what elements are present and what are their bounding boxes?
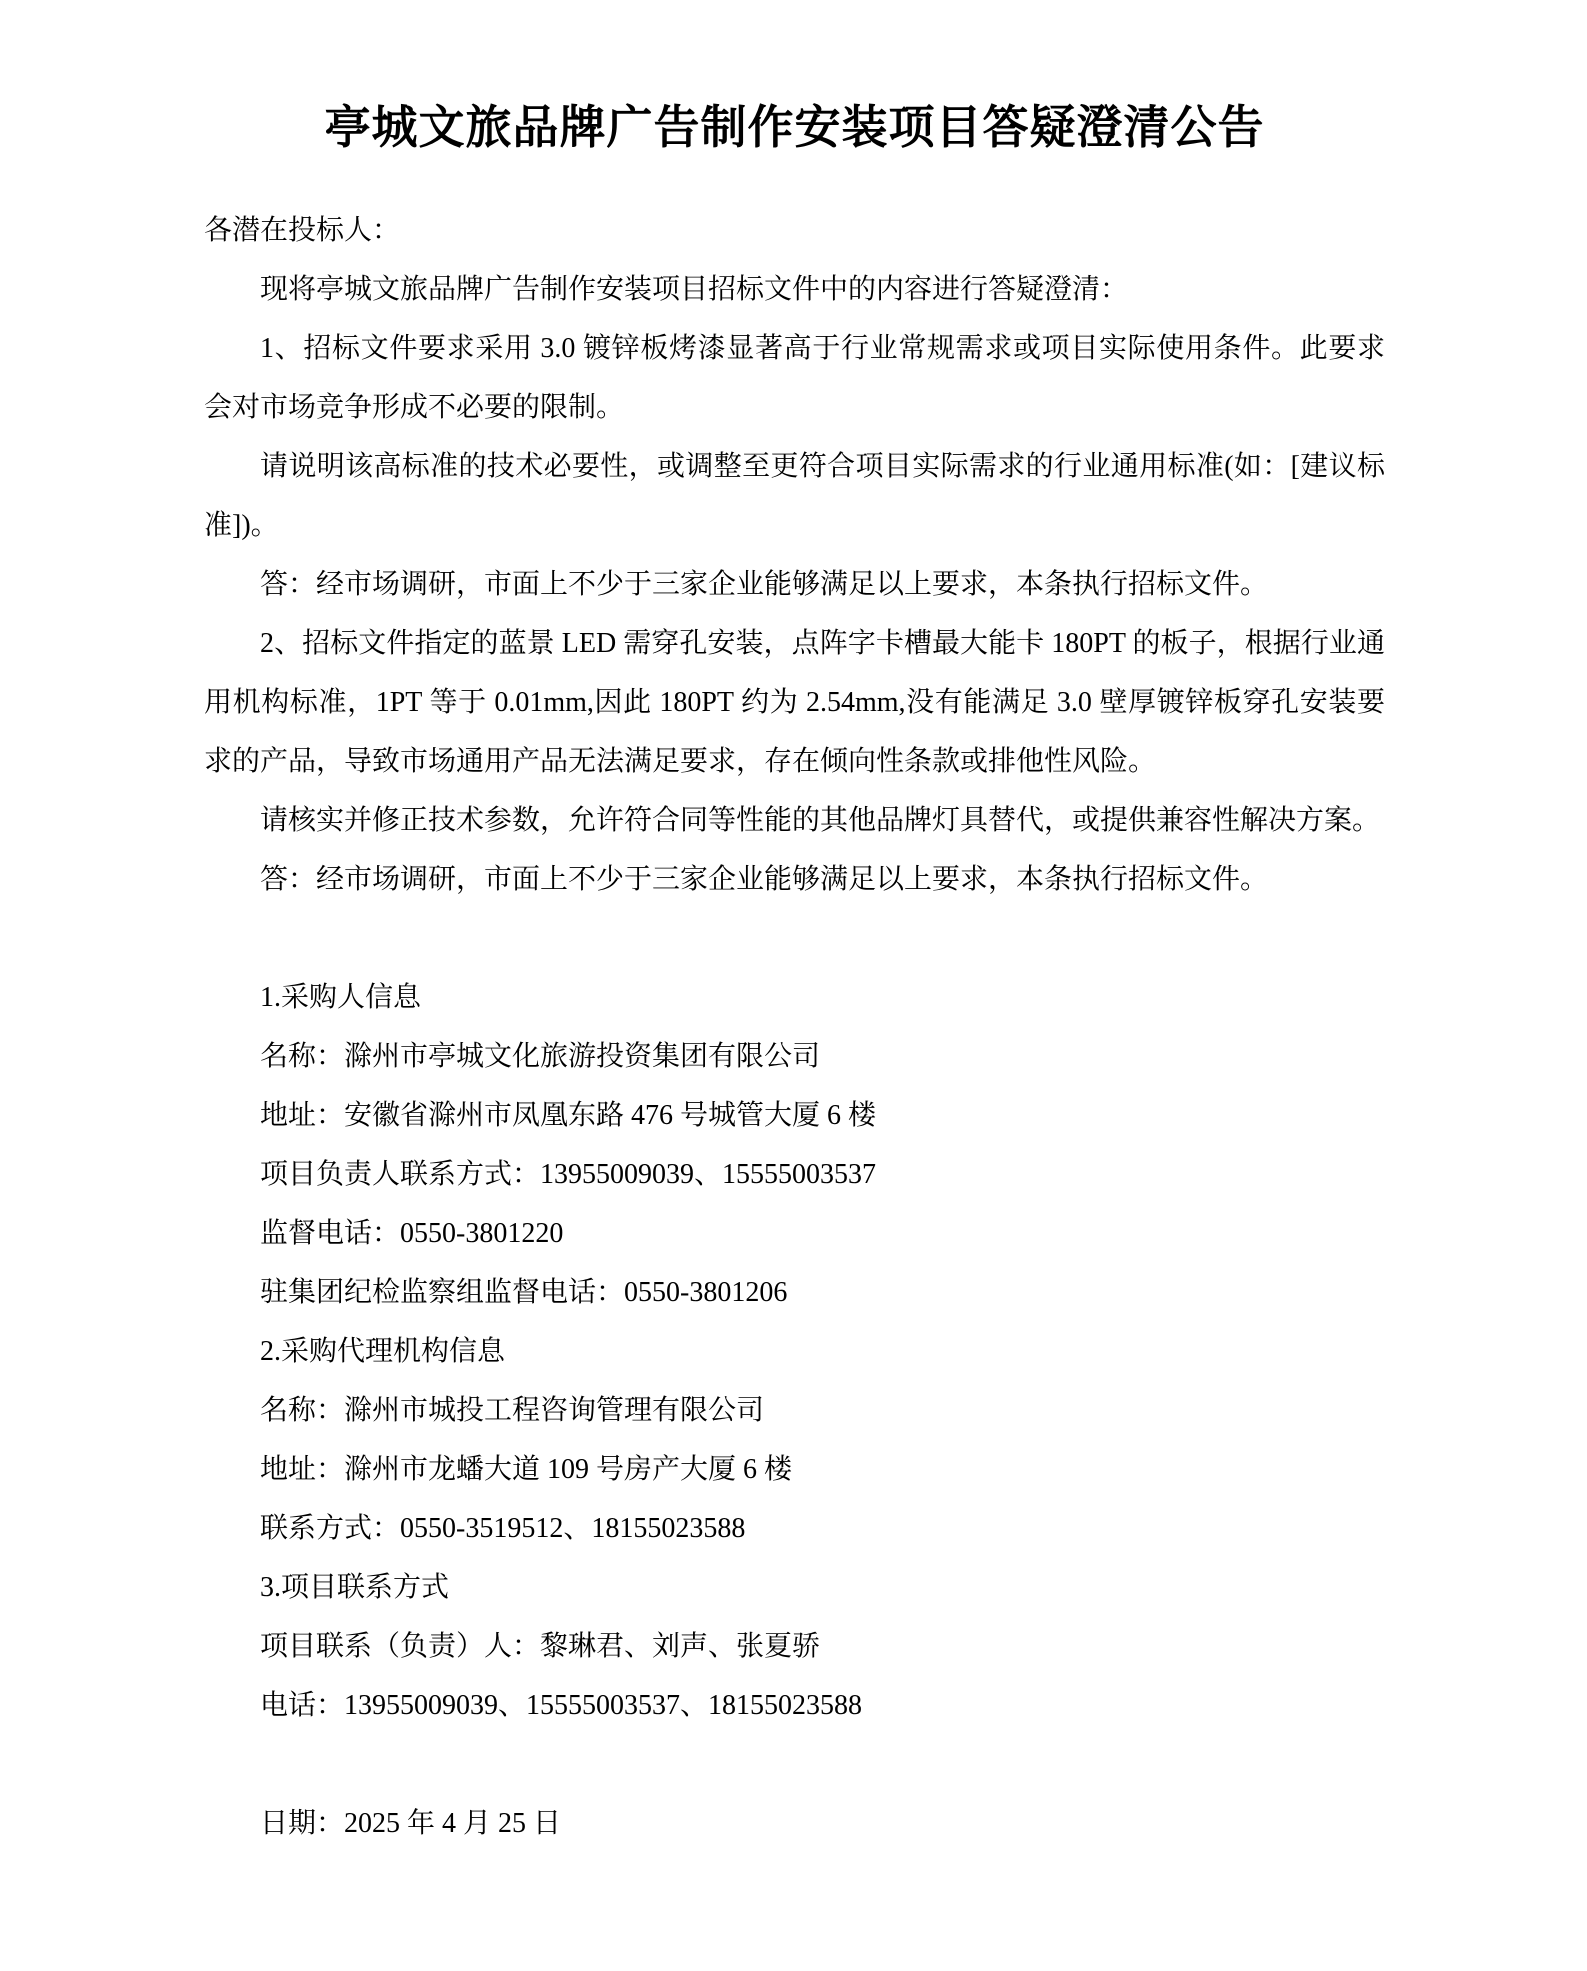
project-contact-phone-line: 电话：13955009039、15555003537、18155023588 [260,1690,863,1721]
purchaser-name-line: 名称：滁州市亭城文化旅游投资集团有限公司 [260,1041,821,1072]
salutation: 各潜在投标人： [204,215,401,246]
purchaser-address-line: 地址：安徽省滁州市凤凰东路 476 号城管大厦 6 楼 [260,1100,877,1131]
project-contact-persons-line: 项目联系（负责）人：黎琳君、刘声、张夏骄 [260,1631,821,1662]
intro-paragraph: 现将亭城文旅品牌广告制作安装项目招标文件中的内容进行答疑澄清： [260,274,1129,305]
agency-info-heading: 2.采购代理机构信息 [260,1336,506,1367]
clarification-1-request: 请说明该高标准的技术必要性，或调整至更符合项目实际需求的行业通用标准(如：[建议标准])。 [204,451,1385,541]
clarification-2-request: 请核实并修正技术参数，允许符合同等性能的其他品牌灯具替代，或提供兼容性解决方案。 [260,805,1381,836]
blank-line [204,1735,1385,1794]
agency-name-line: 名称：滁州市城投工程咨询管理有限公司 [260,1395,765,1426]
purchaser-contact-line: 项目负责人联系方式：13955009039、15555003537 [260,1159,877,1190]
clarification-2-question: 2、招标文件指定的蓝景 LED 需穿孔安装，点阵字卡槽最大能卡 180PT 的板子，根据行业通用机构标准，1PT 等于 0.01mm,因此 180PT 约为 2.54mm,没有能满足 3.0 壁厚镀锌板穿孔安装要求的产品，导致市场通用产品无法满足要求，存在倾向性条款或排他性风险。 [204,628,1385,777]
agency-contact-line: 联系方式：0550-3519512、18155023588 [260,1513,746,1544]
clarification-1-question: 1、招标文件要求采用 3.0 镀锌板烤漆显著高于行业常规需求或项目实际使用条件。此要求会对市场竞争形成不必要的限制。 [204,333,1385,423]
purchaser-info-heading: 1.采购人信息 [260,982,422,1013]
document-title: 亭城文旅品牌广告制作安装项目答疑澄清公告 [324,102,1265,153]
date-line: 日期：2025 年 4 月 25 日 [260,1808,562,1839]
purchaser-discipline-phone-line: 驻集团纪检监察组监督电话：0550-3801206 [260,1277,788,1308]
clarification-2-answer: 答：经市场调研，市面上不少于三家企业能够满足以上要求，本条执行招标文件。 [260,864,1269,895]
purchaser-supervision-phone-line: 监督电话：0550-3801220 [260,1218,564,1249]
project-contact-heading: 3.项目联系方式 [260,1572,450,1603]
clarification-1-answer: 答：经市场调研，市面上不少于三家企业能够满足以上要求，本条执行招标文件。 [260,569,1269,600]
agency-address-line: 地址：滁州市龙蟠大道 109 号房产大厦 6 楼 [260,1454,793,1485]
blank-line [204,909,1385,968]
